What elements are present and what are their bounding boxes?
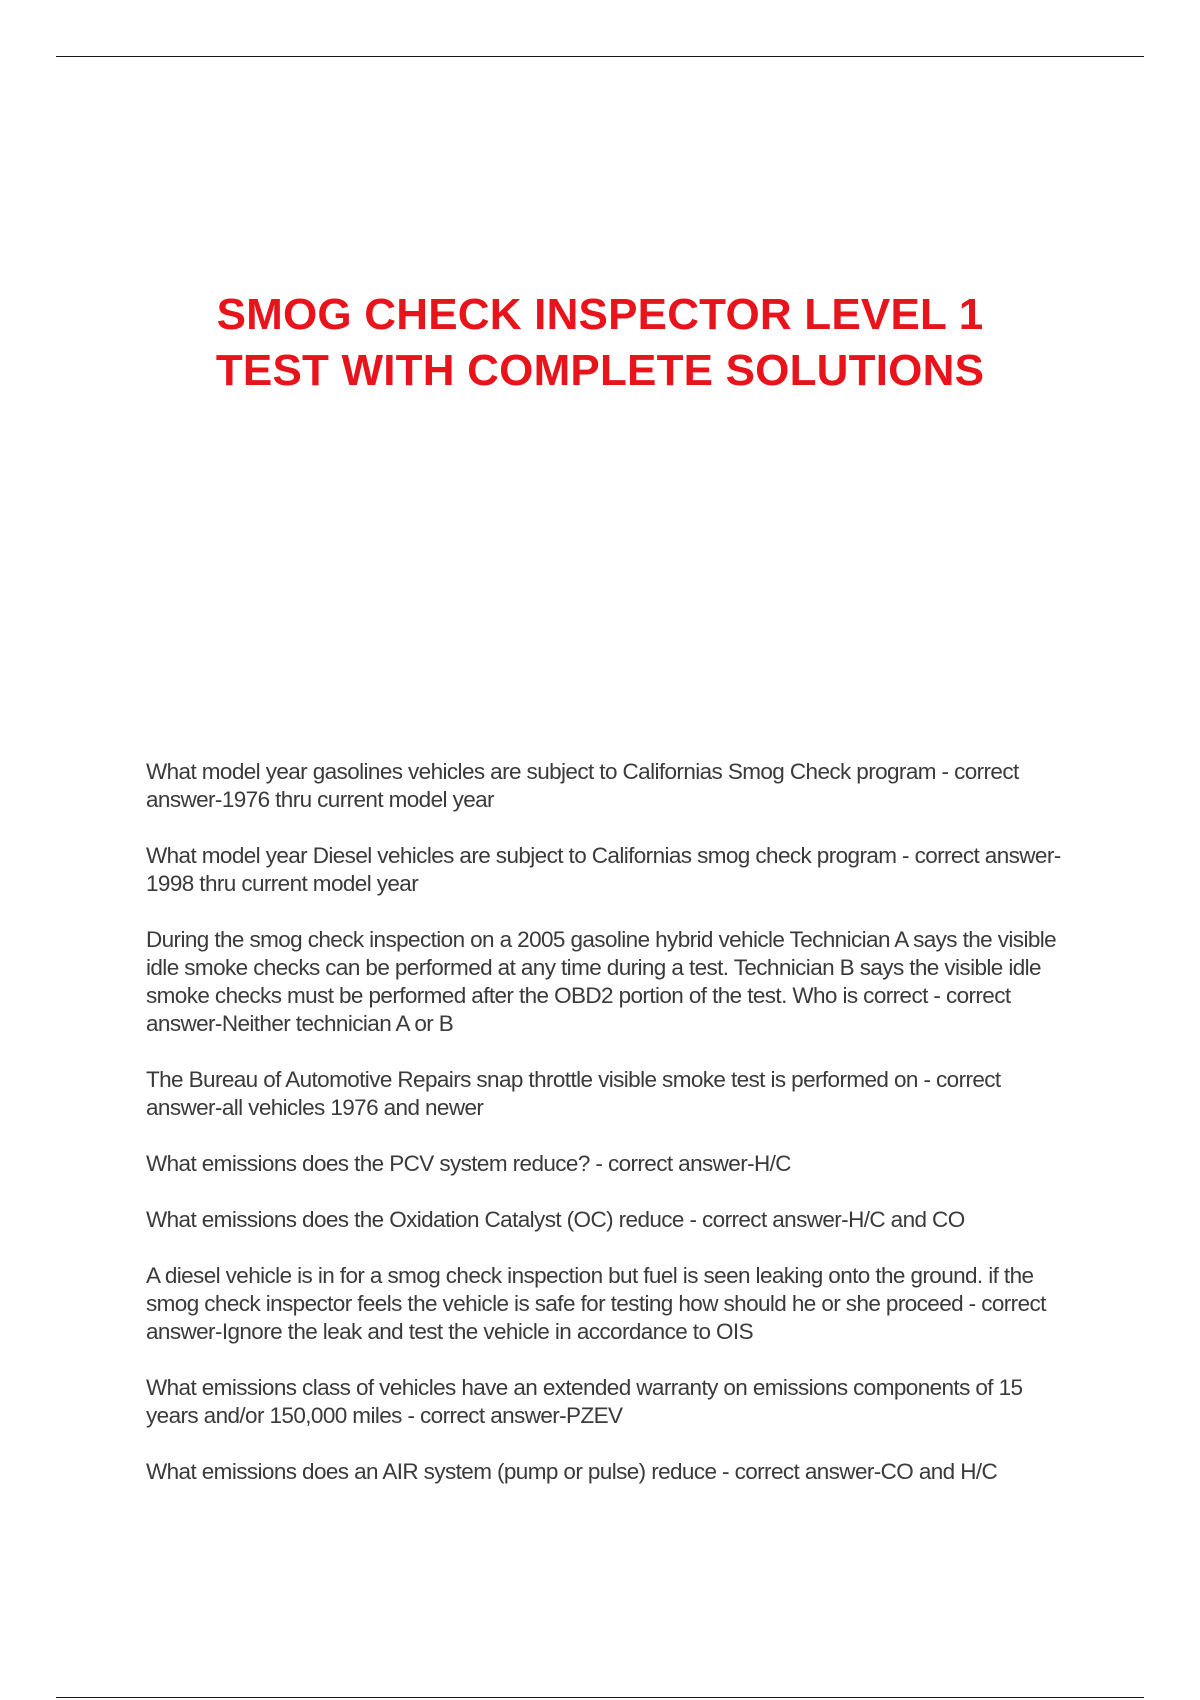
header-rule bbox=[56, 56, 1144, 57]
title-line-2: TEST WITH COMPLETE SOLUTIONS bbox=[215, 346, 985, 396]
qa-item: What emissions does the PCV system reduce? - correct answer-H/C bbox=[146, 1151, 791, 1176]
title-line-1: SMOG CHECK INSPECTOR LEVEL 1 bbox=[216, 290, 984, 340]
qa-item: What emissions does an AIR system (pump or pulse) reduce - correct answer-CO and H/C bbox=[146, 1459, 998, 1484]
qa-item: During the smog check inspection on a 2005 gasoline hybrid vehicle Technician A says the visible idle smoke checks can be performed at any time during a test. Technician B says the visible idle smoke checks must be performed after the OBD2 portion of the test. Who is correct - correct answer-Neither technician A or B bbox=[146, 927, 1057, 1036]
qa-item: What emissions does the Oxidation Catalyst (OC) reduce - correct answer-H/C and CO bbox=[146, 1207, 965, 1232]
qa-item: What model year Diesel vehicles are subject to Californias smog check program - correct answer-1998 thru current model year bbox=[146, 843, 1061, 896]
qa-item: A diesel vehicle is in for a smog check inspection but fuel is seen leaking onto the ground. if the smog check inspector feels the vehicle is safe for testing how should he or she proceed - correct answer-Ignore the leak and test the vehicle in accordance to OIS bbox=[146, 1263, 1046, 1344]
qa-item: The Bureau of Automotive Repairs snap throttle visible smoke test is performed on - correct answer-all vehicles 1976 and newer bbox=[146, 1067, 1001, 1120]
qa-list bbox=[146, 758, 1066, 1514]
qa-item: What model year gasolines vehicles are subject to Californias Smog Check program - correct answer-1976 thru current model year bbox=[146, 759, 1019, 812]
qa-item: What emissions class of vehicles have an extended warranty on emissions components of 15 years and/or 150,000 miles - correct answer-PZEV bbox=[146, 1375, 1023, 1428]
document-title bbox=[0, 287, 1200, 399]
footer-rule bbox=[56, 1697, 1144, 1698]
